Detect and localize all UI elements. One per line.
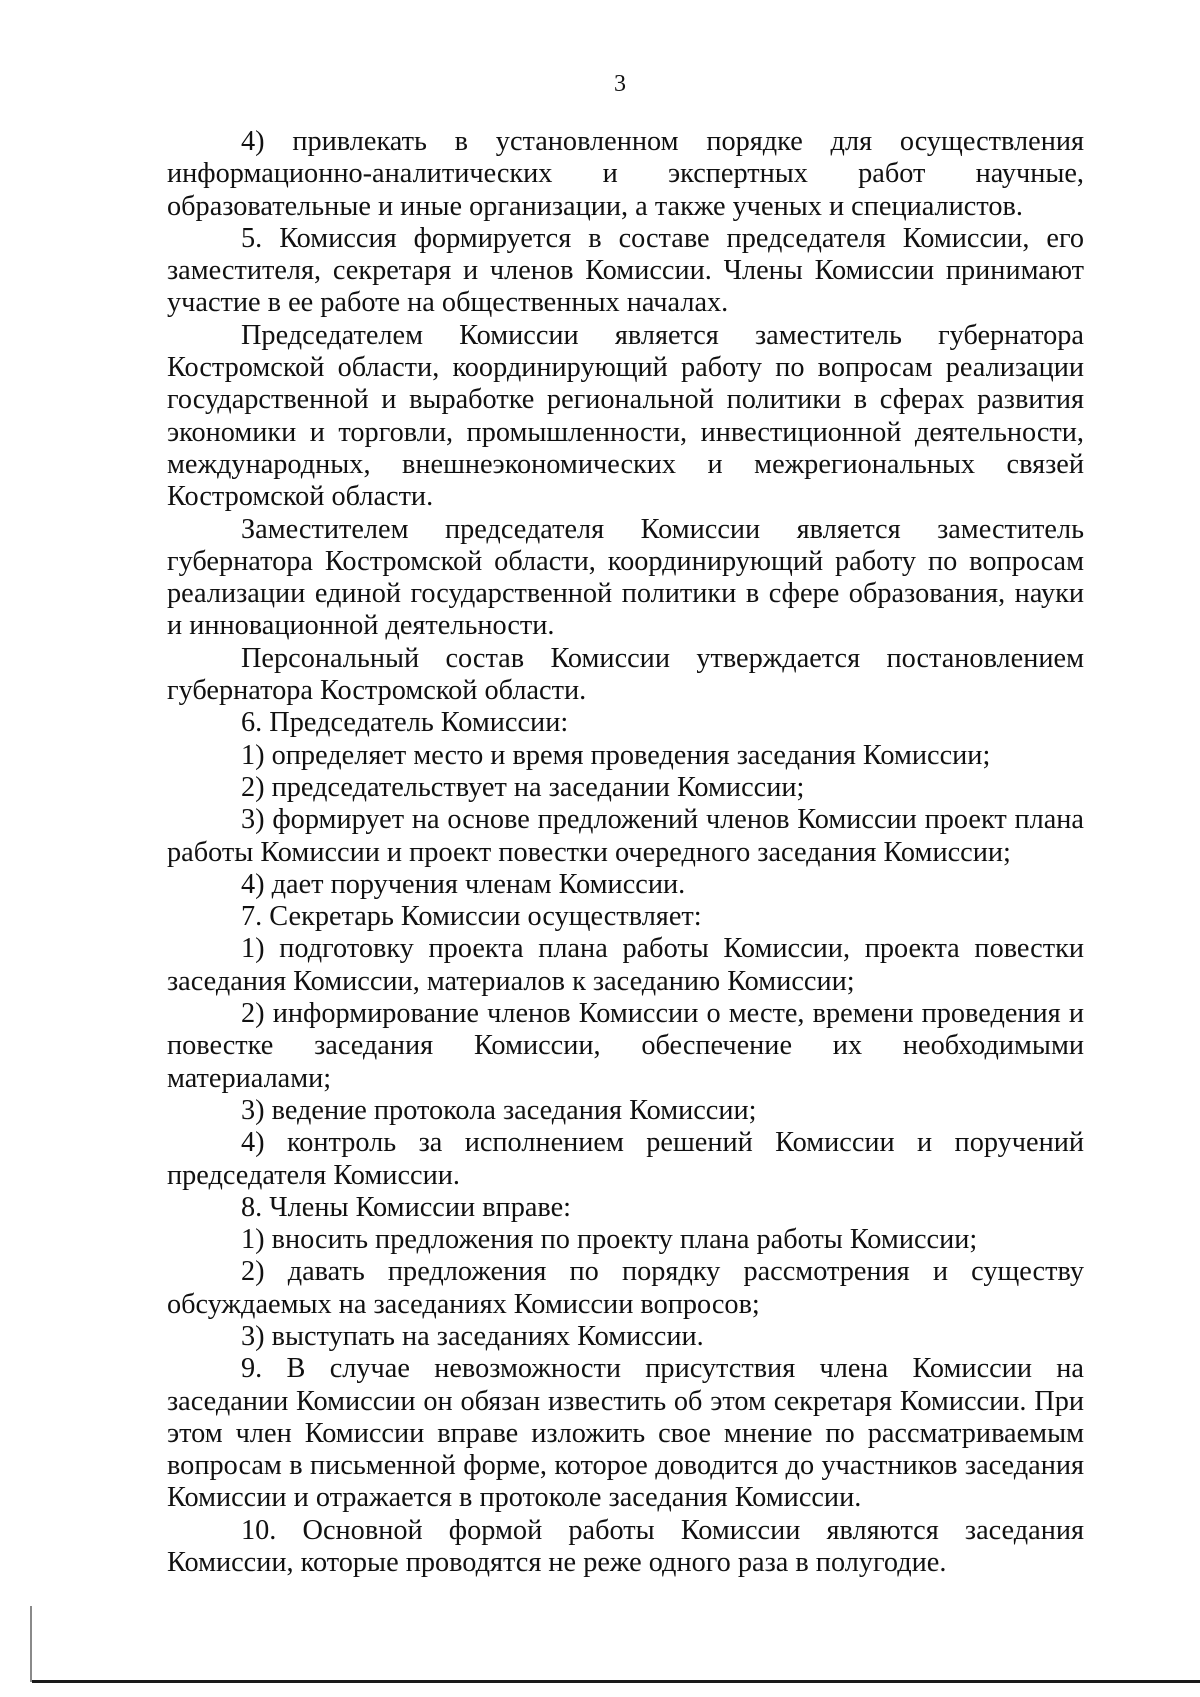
paragraph-9-absence: 9. В случае невозможности присутствия члена Комиссии на заседании Комиссии он обязан известить об этом секретаря Комиссии. При этом член Комиссии вправе изложить свое мнение по рассматриваемым вопросам в письменной форме, которое доводится до участников заседания Комиссии и отражается в протоколе заседания Комиссии. (167, 1353, 1084, 1514)
paragraph-7-secretary-heading: 7. Секретарь Комиссии осуществляет: (241, 901, 702, 933)
list-item-6-1: 1) определяет место и время проведения заседания Комиссии; (241, 739, 991, 771)
paragraph-5-composition: 5. Комиссия формируется в составе председателя Комиссии, его заместителя, секретаря и членов Комиссии. Члены Комиссии принимают участие в ее работе на общественных началах. (167, 222, 1084, 319)
list-item-7-2: 2) информирование членов Комиссии о месте, времени проведения и повестке заседания Комиссии, обеспечение их необходимыми материалами; (167, 998, 1084, 1094)
list-item-7-3: 3) ведение протокола заседания Комиссии; (241, 1094, 757, 1126)
paragraph-4-attract-organizations: 4) привлекать в установленном порядке для осуществления информационно-аналитических и экспертных работ научные, образовательные и иные организации, а также ученых и специалистов. (167, 126, 1084, 222)
list-item-6-4: 4) дает поручения членам Комиссии. (241, 868, 686, 900)
list-item-7-1: 1) подготовку проекта плана работы Комиссии, проекта повестки заседания Комиссии, материалов к заседанию Комиссии; (167, 933, 1084, 997)
paragraph-10-meetings: 10. Основной формой работы Комиссии являются заседания Комиссии, которые проводятся не реже одного раза в полугодие. (167, 1514, 1084, 1579)
list-item-6-3: 3) формирует на основе предложений членов Комиссии проект плана работы Комиссии и проект повестки очередного заседания Комиссии; (167, 804, 1084, 868)
list-item-6-2: 2) председательствует на заседании Комиссии; (241, 771, 805, 803)
list-item-7-4: 4) контроль за исполнением решений Комиссии и поручений председателя Комиссии. (167, 1127, 1084, 1191)
paragraph-personal-composition: Персональный состав Комиссии утверждается постановлением губернатора Костромской области. (167, 642, 1084, 707)
list-item-8-3: 3) выступать на заседаниях Комиссии. (241, 1320, 704, 1352)
page-number: 3 (614, 71, 626, 97)
paragraph-8-members-heading: 8. Члены Комиссии вправе: (241, 1191, 572, 1223)
scan-left-edge (30, 1606, 32, 1682)
paragraph-6-chairman-heading: 6. Председатель Комиссии: (241, 707, 569, 739)
list-item-8-2: 2) давать предложения по порядку рассмотрения и существу обсуждаемых на заседаниях Комиссии вопросов; (167, 1256, 1084, 1320)
paragraph-deputy-chairman: Заместителем председателя Комиссии является заместитель губернатора Костромской области, координирующий работу по вопросам реализации единой государственной политики в сфере образования, науки и инновационной деятельности. (167, 513, 1084, 642)
paragraph-chairman: Председателем Комиссии является заместитель губернатора Костромской области, координирующий работу по вопросам реализации государственной и выработке региональной политики в сферах развития экономики и торговли, промышленности, инвестиционной деятельности, международных, внешнеэкономических и межрегиональных связей Костромской области. (167, 319, 1084, 513)
list-item-8-1: 1) вносить предложения по проекту плана работы Комиссии; (241, 1224, 978, 1256)
document-body (167, 126, 1084, 1579)
scan-bottom-edge (32, 1680, 1200, 1683)
